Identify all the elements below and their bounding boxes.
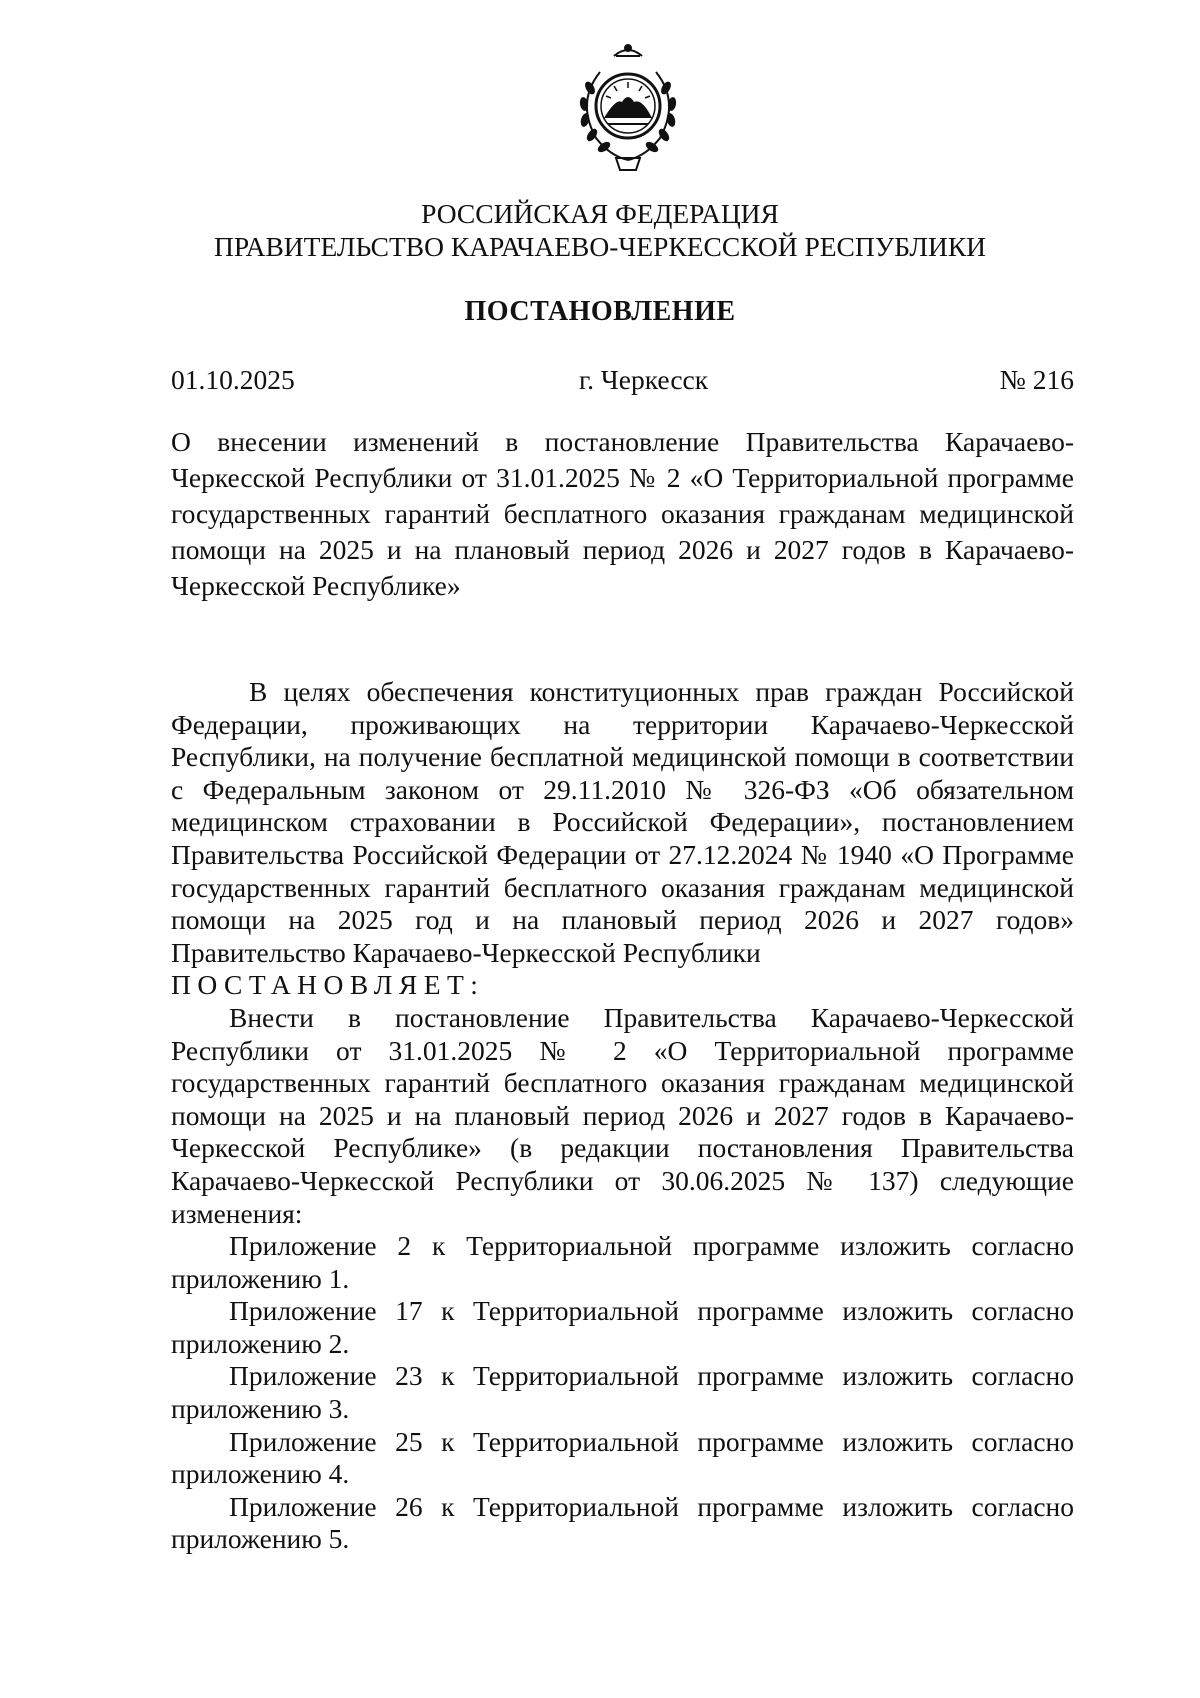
appendix-item: Приложение 23 к Территориальной программе изложить согласно приложению 3.	[171, 1360, 1074, 1425]
document-type: ПОСТАНОВЛЕНИЕ	[464, 296, 736, 327]
country-name: РОССИЙСКАЯ ФЕДЕРАЦИЯ	[421, 198, 779, 229]
appendix-item: Приложение 26 к Территориальной программе изложить согласно приложению 5.	[171, 1490, 1074, 1555]
coat-of-arms-icon	[570, 42, 686, 174]
document-title: О внесении изменений в постановление Правительства Карачаево-Черкесской Республики от 31.01.2025 № 2 «О Территориальной программе государственных гарантий бесплатного оказания гражданам медицинской помощи на 2025 и на плановый период 2026 и 2027 годов в Карачаево-Черкесской Республике»	[171, 426, 1074, 601]
document-meta	[171, 364, 1074, 400]
appendix-item: Приложение 25 к Территориальной программе изложить согласно приложению 4.	[171, 1425, 1074, 1490]
main-clause: Внести в постановление Правительства Карачаево-Черкесской Республики от 31.01.2025 № 2 «О Территориальной программе государственных гарантий бесплатного оказания гражданам медицинской помощи на 2025 и на плановый период 2026 и 2027 годов в Карачаево-Черкесской Республике» (в редакции постановления Правительства Карачаево-Черкесской Республики от 30.06.2025 № 137) следующие изменения:	[171, 1001, 1074, 1229]
decree-word: ПОСТАНОВЛЯЕТ:	[171, 969, 485, 1001]
government-name: ПРАВИТЕЛЬСТВО КАРАЧАЕВО-ЧЕРКЕССКОЙ РЕСПУБЛИКИ	[213, 231, 987, 262]
document-number: № 216	[999, 364, 1074, 395]
document-date: 01.10.2025	[171, 364, 295, 395]
appendix-item: Приложение 17 к Территориальной программе изложить согласно приложению 2.	[171, 1295, 1074, 1359]
preamble-paragraph: В целях обеспечения конституционных прав граждан Российской Федерации, проживающих на территории Карачаево-Черкесской Республики, на получение бесплатной медицинской помощи в соответствии с Федеральным законом от 29.11.2010 № 326-ФЗ «Об обязательном медицинском страховании в Российской Федерации», постановлением Правительства Российской Федерации от 27.12.2024 № 1940 «О Программе государственных гарантий бесплатного оказания гражданам медицинской помощи на 2025 год и на плановый период 2026 и 2027 годов» Правительство Карачаево-Черкесской Республики	[171, 676, 1074, 968]
document-city: г. Черкесск	[579, 364, 709, 395]
document-body	[171, 676, 1074, 1556]
appendix-item: Приложение 2 к Территориальной программе изложить согласно приложению 1.	[171, 1230, 1074, 1294]
